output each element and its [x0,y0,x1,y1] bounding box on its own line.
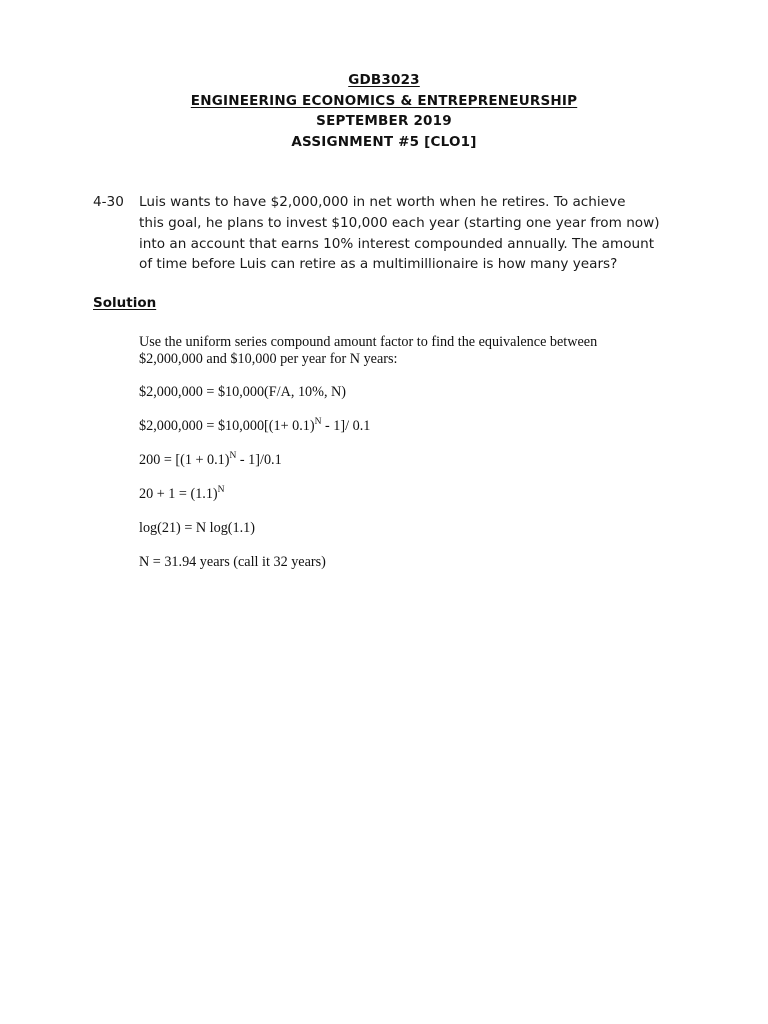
assignment-title: ASSIGNMENT #5 [CLO1] [291,133,477,150]
problem-line: Luis wants to have $2,000,000 in net worth when he retires. To achieve [139,194,626,210]
equation-4-left: 20 + 1 = (1.1) [139,486,218,502]
document-header [0,70,768,152]
solution-intro [139,334,699,368]
session-label: SEPTEMBER 2019 [316,113,452,129]
equation-1-text: $2,000,000 = $10,000(F/A, 10%, N) [139,384,347,400]
equation-4-exponent: N [217,485,225,495]
equation-5-text: log(21) = N log(1.1) [139,520,255,536]
equation-2-right: - 1]/ 0.1 [321,418,371,434]
course-code: GDB3023 [348,72,420,88]
problem-number: 4-30 [93,194,124,210]
equation-3-exponent: N [229,451,237,461]
course-name: ENGINEERING ECONOMICS & ENTREPRENEURSHIP [190,92,578,109]
solution-heading: Solution [93,295,157,311]
problem-line: into an account that earns 10% interest compounded annually. The amount [139,235,655,252]
problem-line: this goal, he plans to invest $10,000 each year (starting one year from now) [139,214,660,231]
problem-line: of time before Luis can retire as a multimillionaire is how many years? [139,256,618,273]
equation-3-right: - 1]/0.1 [236,452,282,468]
equation-4 [139,486,699,520]
problem-text [139,192,679,275]
intro-line: $2,000,000 and $10,000 per year for N years: [139,351,398,367]
equation-6-text: N = 31.94 years (call it 32 years) [139,554,326,570]
equation-3-left: 200 = [(1 + 0.1) [139,452,230,468]
equation-1 [139,384,699,418]
equation-3 [139,452,699,486]
solution-body [139,334,699,588]
equation-6 [139,554,699,588]
equation-2-exponent: N [314,417,322,427]
equation-2 [139,418,699,452]
equation-5 [139,520,699,554]
intro-line: Use the uniform series compound amount factor to find the equivalence between [139,334,598,350]
equation-2-left: $2,000,000 = $10,000[(1+ 0.1) [139,418,315,434]
